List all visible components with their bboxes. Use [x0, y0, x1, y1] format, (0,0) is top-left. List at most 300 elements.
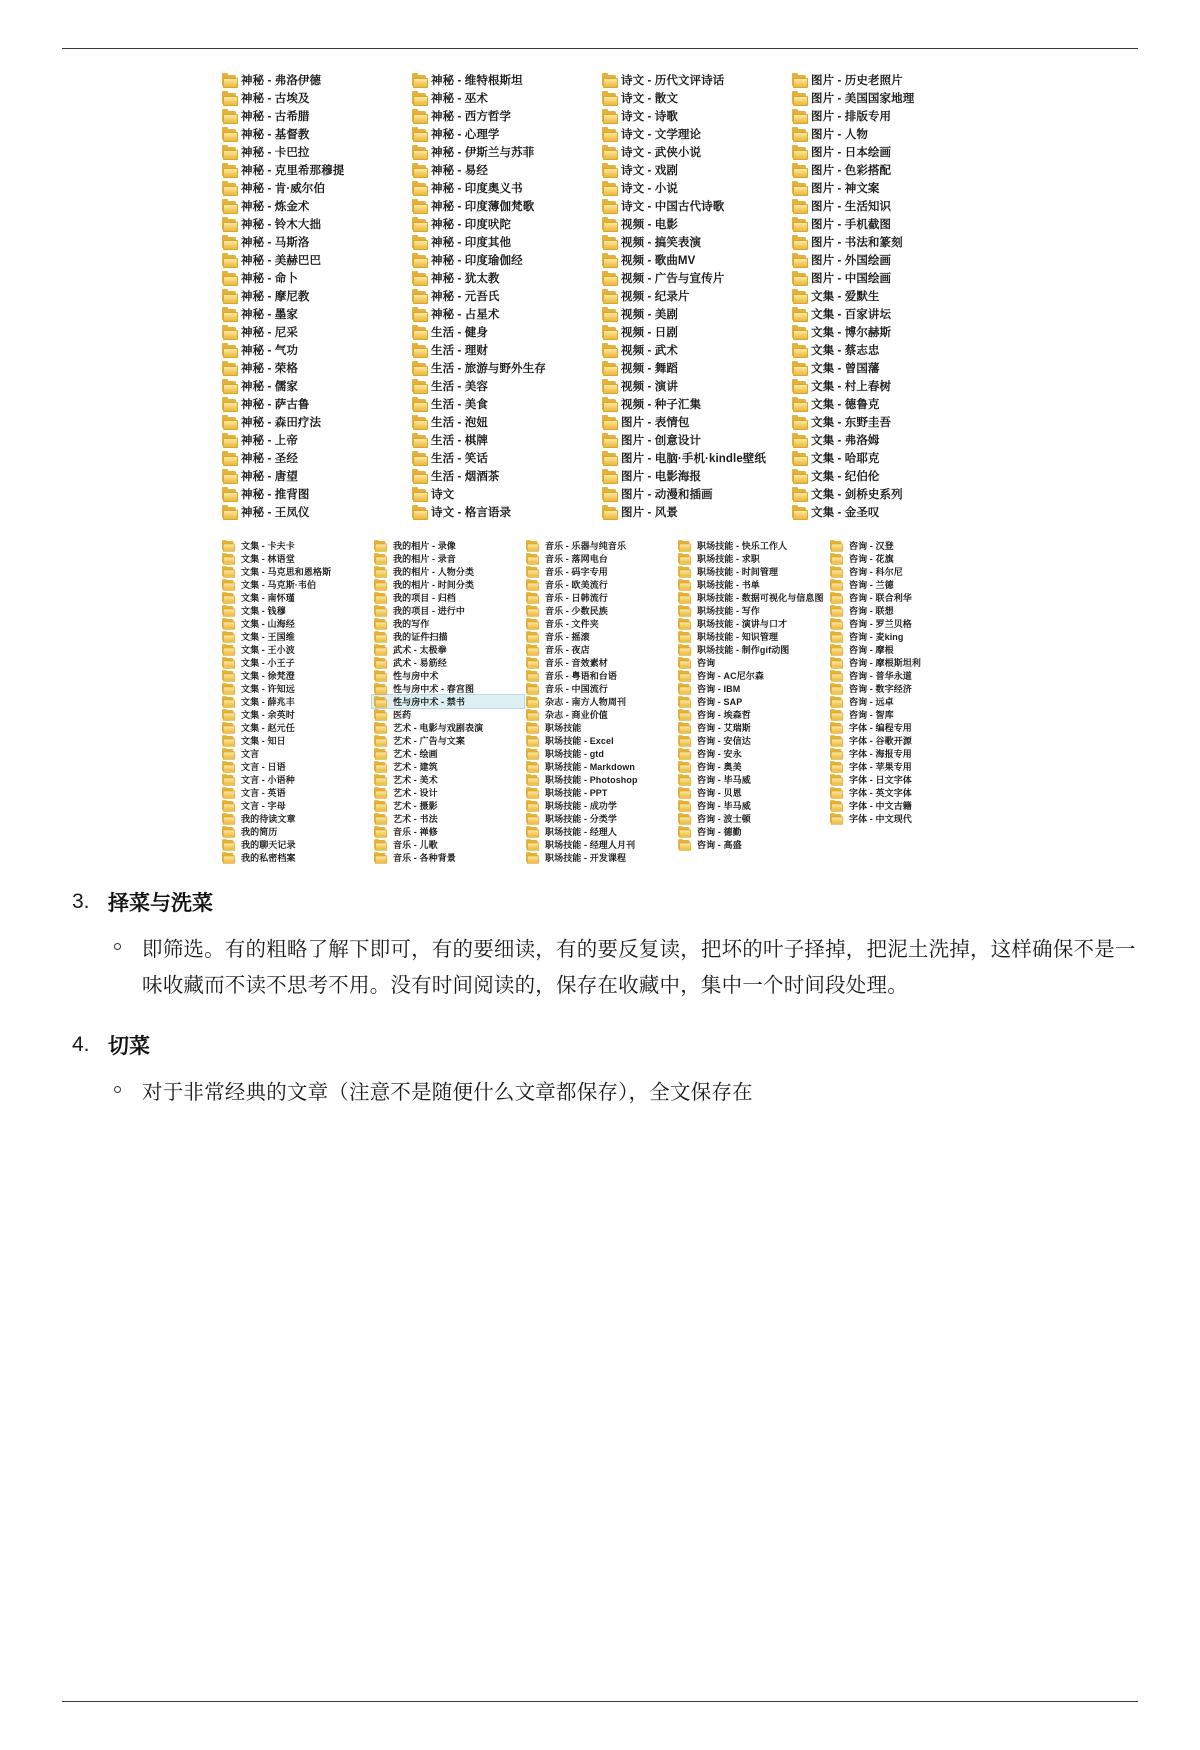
folder-item[interactable] — [220, 71, 410, 89]
folder-label: 生活 - 美容 — [431, 381, 488, 393]
folder-item[interactable] — [828, 565, 980, 578]
folder-icon — [222, 489, 236, 500]
folder-item[interactable] — [790, 377, 980, 395]
folder-item[interactable] — [676, 799, 828, 812]
folder-label: 音乐 - 少数民族 — [545, 606, 608, 616]
folder-icon — [222, 788, 233, 797]
folder-item[interactable] — [410, 215, 600, 233]
folder-item[interactable] — [524, 656, 676, 669]
folder-item[interactable] — [676, 578, 828, 591]
folder-item[interactable] — [676, 734, 828, 747]
folder-item[interactable] — [524, 604, 676, 617]
folder-item[interactable] — [410, 341, 600, 359]
folder-item[interactable] — [220, 591, 372, 604]
folder-item[interactable] — [220, 578, 372, 591]
folder-label: 职场技能 - PPT — [545, 788, 608, 798]
folder-icon — [222, 853, 233, 862]
folder-item[interactable] — [676, 591, 828, 604]
folder-item[interactable] — [524, 539, 676, 552]
folder-icon — [830, 736, 841, 745]
folder-group-lower — [220, 539, 980, 864]
folder-label: 神秘 - 犹太教 — [431, 273, 500, 285]
folder-item[interactable] — [828, 773, 980, 786]
folder-icon — [526, 606, 537, 615]
folder-item[interactable] — [372, 799, 524, 812]
folder-label: 文集 - 剑桥史系列 — [811, 489, 903, 501]
folder-item[interactable] — [372, 656, 524, 669]
folder-item[interactable] — [790, 233, 980, 251]
folder-item[interactable] — [220, 413, 410, 431]
folder-item[interactable] — [410, 359, 600, 377]
folder-item[interactable] — [790, 125, 980, 143]
folder-item[interactable] — [220, 799, 372, 812]
folder-icon — [678, 840, 689, 849]
folder-item[interactable] — [220, 682, 372, 695]
folder-item[interactable] — [524, 617, 676, 630]
folder-item[interactable] — [790, 413, 980, 431]
folder-item[interactable] — [524, 643, 676, 656]
folder-item[interactable] — [524, 773, 676, 786]
folder-item[interactable] — [220, 838, 372, 851]
folder-item[interactable] — [790, 251, 980, 269]
folder-item[interactable] — [220, 656, 372, 669]
folder-label: 文集 - 知日 — [241, 736, 286, 746]
folder-item[interactable] — [676, 773, 828, 786]
folder-item[interactable] — [676, 669, 828, 682]
folder-item[interactable] — [220, 503, 410, 521]
folder-item[interactable] — [524, 708, 676, 721]
folder-icon — [830, 684, 841, 693]
folder-item[interactable] — [790, 107, 980, 125]
folder-label: 武术 - 易筋经 — [393, 658, 447, 668]
folder-item[interactable] — [676, 552, 828, 565]
folder-icon — [412, 507, 426, 518]
folder-item[interactable] — [790, 161, 980, 179]
folder-item[interactable] — [220, 377, 410, 395]
folder-item[interactable] — [828, 812, 980, 825]
folder-item[interactable] — [410, 197, 600, 215]
folder-item[interactable] — [676, 539, 828, 552]
folder-icon — [222, 736, 233, 745]
folder-item[interactable] — [372, 838, 524, 851]
folder-item[interactable] — [600, 89, 790, 107]
folder-column-4 — [790, 71, 980, 521]
folder-item[interactable] — [828, 760, 980, 773]
folder-item[interactable] — [828, 786, 980, 799]
folder-label: 神秘 - 推背图 — [241, 489, 310, 501]
folder-item[interactable] — [790, 467, 980, 485]
folder-label: 我的相片 - 录音 — [393, 554, 456, 564]
folder-item[interactable] — [600, 215, 790, 233]
folder-item[interactable] — [524, 825, 676, 838]
folder-item[interactable] — [790, 71, 980, 89]
folder-item[interactable] — [220, 215, 410, 233]
folder-item[interactable] — [676, 617, 828, 630]
folder-icon — [412, 345, 426, 356]
folder-item[interactable] — [790, 215, 980, 233]
folder-label: 文集 - 马克斯·韦伯 — [241, 580, 317, 590]
folder-label: 生活 - 健身 — [431, 327, 488, 339]
folder-icon — [526, 710, 537, 719]
folder-item[interactable] — [220, 851, 372, 864]
folder-item[interactable] — [790, 431, 980, 449]
folder-item[interactable] — [524, 630, 676, 643]
folder-item[interactable] — [828, 539, 980, 552]
folder-item[interactable] — [410, 431, 600, 449]
folder-item[interactable] — [220, 604, 372, 617]
folder-item[interactable] — [410, 161, 600, 179]
folder-label: 图片 - 外国绘画 — [811, 255, 892, 267]
folder-item[interactable] — [372, 734, 524, 747]
folder-item[interactable] — [600, 305, 790, 323]
folder-item[interactable] — [220, 395, 410, 413]
folder-label: 生活 - 棋牌 — [431, 435, 488, 447]
folder-icon — [374, 840, 385, 849]
folder-item[interactable] — [676, 604, 828, 617]
folder-icon — [792, 327, 806, 338]
folder-item[interactable] — [600, 125, 790, 143]
folder-item[interactable] — [676, 565, 828, 578]
folder-item[interactable] — [372, 825, 524, 838]
folder-item[interactable] — [600, 179, 790, 197]
folder-item[interactable] — [372, 721, 524, 734]
folder-label: 杂志 - 商业价值 — [545, 710, 608, 720]
folder-label: 医药 — [393, 710, 412, 720]
folder-item[interactable] — [220, 305, 410, 323]
folder-item[interactable] — [828, 747, 980, 760]
folder-item[interactable] — [410, 269, 600, 287]
folder-item[interactable] — [790, 269, 980, 287]
folder-item[interactable] — [828, 578, 980, 591]
folder-label: 职场技能 — [545, 723, 582, 733]
folder-label: 职场技能 - 经理人月刊 — [545, 840, 636, 850]
folder-label: 职场技能 - 写作 — [697, 606, 760, 616]
folder-item[interactable] — [790, 287, 980, 305]
folder-item[interactable] — [220, 760, 372, 773]
folder-icon — [412, 237, 426, 248]
folder-item[interactable] — [676, 747, 828, 760]
folder-item[interactable] — [410, 485, 600, 503]
folder-item[interactable] — [790, 341, 980, 359]
folder-item[interactable] — [220, 269, 410, 287]
folder-label: 图片 - 日本绘画 — [811, 147, 892, 159]
folder-item[interactable] — [220, 812, 372, 825]
folder-item[interactable] — [220, 431, 410, 449]
folder-item[interactable] — [372, 617, 524, 630]
folder-item[interactable] — [790, 179, 980, 197]
folder-item[interactable] — [600, 467, 790, 485]
folder-item[interactable] — [600, 269, 790, 287]
folder-item[interactable] — [410, 71, 600, 89]
sub-list — [108, 1075, 1138, 1110]
folder-item[interactable] — [524, 851, 676, 864]
folder-icon — [792, 219, 806, 230]
folder-label: 职场技能 - 演讲与口才 — [697, 619, 788, 629]
folder-item[interactable] — [828, 591, 980, 604]
folder-label: 神秘 - 王凤仪 — [241, 507, 310, 519]
folder-label: 文集 - 山海经 — [241, 619, 295, 629]
folder-icon — [792, 435, 806, 446]
folder-item[interactable] — [828, 617, 980, 630]
folder-item[interactable] — [372, 747, 524, 760]
folder-item[interactable] — [220, 125, 410, 143]
folder-item[interactable] — [372, 565, 524, 578]
folder-item[interactable] — [524, 578, 676, 591]
folder-label: 音乐 - 粤语和台语 — [545, 671, 617, 681]
folder-item[interactable] — [676, 630, 828, 643]
folder-icon — [602, 435, 616, 446]
folder-icon — [222, 435, 236, 446]
folder-item[interactable] — [410, 449, 600, 467]
folder-item[interactable] — [372, 578, 524, 591]
folder-item[interactable] — [410, 503, 600, 521]
folder-item[interactable] — [524, 747, 676, 760]
folder-item[interactable] — [676, 838, 828, 851]
folder-item[interactable] — [410, 107, 600, 125]
folder-item[interactable] — [220, 287, 410, 305]
folder-item[interactable] — [372, 604, 524, 617]
folder-label: 神秘 - 美赫巴巴 — [241, 255, 322, 267]
folder-item[interactable] — [220, 565, 372, 578]
folder-item[interactable] — [372, 851, 524, 864]
folder-item[interactable] — [790, 197, 980, 215]
folder-item[interactable] — [220, 143, 410, 161]
folder-item[interactable] — [676, 656, 828, 669]
folder-label: 文集 - 村上春树 — [811, 381, 892, 393]
folder-item[interactable] — [220, 786, 372, 799]
folder-item[interactable] — [372, 552, 524, 565]
folder-item[interactable] — [600, 503, 790, 521]
folder-item[interactable] — [600, 197, 790, 215]
folder-item[interactable] — [410, 395, 600, 413]
folder-item[interactable] — [676, 812, 828, 825]
folder-item[interactable] — [676, 682, 828, 695]
folder-item[interactable] — [790, 305, 980, 323]
folder-item[interactable] — [676, 708, 828, 721]
folder-icon — [222, 723, 233, 732]
folder-item[interactable] — [790, 323, 980, 341]
folder-item[interactable] — [828, 604, 980, 617]
folder-item[interactable] — [410, 287, 600, 305]
folder-item[interactable] — [600, 359, 790, 377]
folder-label: 生活 - 烟酒茶 — [431, 471, 500, 483]
folder-item[interactable] — [676, 695, 828, 708]
folder-column-5 — [220, 539, 372, 864]
folder-item[interactable] — [600, 395, 790, 413]
folder-item[interactable] — [676, 825, 828, 838]
folder-item[interactable] — [410, 125, 600, 143]
folder-item[interactable] — [790, 395, 980, 413]
folder-item[interactable] — [600, 161, 790, 179]
folder-item[interactable] — [676, 643, 828, 656]
folder-label: 咨询 - 摩根斯坦利 — [849, 658, 921, 668]
folder-item[interactable] — [600, 449, 790, 467]
folder-item[interactable] — [220, 323, 410, 341]
folder-label: 文集 - 王国维 — [241, 632, 295, 642]
folder-item[interactable] — [220, 485, 410, 503]
folder-item[interactable] — [220, 552, 372, 565]
folder-icon — [222, 471, 236, 482]
hollow-bullet-icon — [114, 943, 121, 950]
folder-item[interactable] — [372, 760, 524, 773]
folder-item[interactable] — [372, 630, 524, 643]
folder-item[interactable] — [372, 708, 524, 721]
folder-icon — [222, 93, 236, 104]
folder-item[interactable] — [220, 251, 410, 269]
folder-icon — [222, 363, 236, 374]
folder-item[interactable] — [220, 449, 410, 467]
folder-item[interactable] — [524, 682, 676, 695]
folder-item-selected[interactable] — [372, 695, 524, 708]
folder-item[interactable] — [790, 485, 980, 503]
folder-item[interactable] — [600, 251, 790, 269]
folder-item[interactable] — [410, 305, 600, 323]
folder-item[interactable] — [220, 233, 410, 251]
folder-item[interactable] — [524, 695, 676, 708]
folder-item[interactable] — [676, 721, 828, 734]
folder-item[interactable] — [828, 682, 980, 695]
folder-item[interactable] — [220, 708, 372, 721]
folder-item[interactable] — [600, 413, 790, 431]
folder-item[interactable] — [410, 467, 600, 485]
folder-item[interactable] — [220, 539, 372, 552]
folder-item[interactable] — [676, 786, 828, 799]
folder-item[interactable] — [524, 760, 676, 773]
folder-label: 字体 - 苹果专用 — [849, 762, 912, 772]
folder-item[interactable] — [790, 143, 980, 161]
folder-item[interactable] — [220, 107, 410, 125]
folder-item[interactable] — [220, 825, 372, 838]
folder-item[interactable] — [220, 734, 372, 747]
folder-item[interactable] — [220, 643, 372, 656]
folder-item[interactable] — [220, 630, 372, 643]
folder-item[interactable] — [372, 773, 524, 786]
folder-item[interactable] — [220, 721, 372, 734]
folder-item[interactable] — [372, 682, 524, 695]
folder-item[interactable] — [410, 179, 600, 197]
folder-item[interactable] — [220, 617, 372, 630]
folder-item[interactable] — [410, 233, 600, 251]
folder-item[interactable] — [372, 786, 524, 799]
folder-item[interactable] — [828, 669, 980, 682]
folder-label: 音乐 - 码字专用 — [545, 567, 608, 577]
folder-item[interactable] — [524, 552, 676, 565]
folder-item[interactable] — [410, 89, 600, 107]
folder-label: 职场技能 - 时间管理 — [697, 567, 779, 577]
folder-label: 文集 - 许知远 — [241, 684, 295, 694]
folder-icon — [602, 75, 616, 86]
folder-icon — [792, 255, 806, 266]
folder-item[interactable] — [600, 143, 790, 161]
folder-item[interactable] — [828, 695, 980, 708]
folder-item[interactable] — [600, 323, 790, 341]
folder-item[interactable] — [790, 89, 980, 107]
folder-icon — [602, 201, 616, 212]
folder-item[interactable] — [600, 485, 790, 503]
folder-label: 我的待读文章 — [241, 814, 296, 824]
folder-item[interactable] — [220, 89, 410, 107]
folder-item[interactable] — [828, 656, 980, 669]
folder-label: 文集 - 弗洛姆 — [811, 435, 880, 447]
folder-icon — [374, 762, 385, 771]
folder-icon — [222, 567, 233, 576]
folder-item[interactable] — [372, 669, 524, 682]
folder-item[interactable] — [220, 467, 410, 485]
folder-item[interactable] — [220, 747, 372, 760]
folder-icon — [222, 507, 236, 518]
folder-icon — [602, 93, 616, 104]
folder-icon — [602, 237, 616, 248]
folder-item[interactable] — [372, 643, 524, 656]
folder-label: 职场技能 - 求职 — [697, 554, 760, 564]
folder-icon — [222, 554, 233, 563]
folder-item[interactable] — [220, 669, 372, 682]
folder-item[interactable] — [524, 721, 676, 734]
folder-item[interactable] — [524, 838, 676, 851]
folder-item[interactable] — [600, 233, 790, 251]
folder-item[interactable] — [220, 341, 410, 359]
folder-item[interactable] — [790, 359, 980, 377]
folder-item[interactable] — [410, 413, 600, 431]
folder-item[interactable] — [828, 552, 980, 565]
folder-item[interactable] — [828, 734, 980, 747]
folder-item[interactable] — [676, 760, 828, 773]
folder-item[interactable] — [410, 323, 600, 341]
folder-item[interactable] — [410, 377, 600, 395]
folder-item[interactable] — [220, 773, 372, 786]
folder-label: 文集 - 王小波 — [241, 645, 295, 655]
folder-item[interactable] — [410, 143, 600, 161]
folder-item[interactable] — [828, 721, 980, 734]
folder-item[interactable] — [828, 708, 980, 721]
folder-icon — [792, 381, 806, 392]
folder-item[interactable] — [828, 643, 980, 656]
folder-item[interactable] — [790, 503, 980, 521]
folder-item[interactable] — [524, 786, 676, 799]
folder-item[interactable] — [600, 287, 790, 305]
folder-item[interactable] — [524, 812, 676, 825]
folder-item[interactable] — [524, 799, 676, 812]
folder-label: 诗文 — [431, 489, 455, 501]
folder-item[interactable] — [410, 251, 600, 269]
folder-icon — [526, 775, 537, 784]
folder-item[interactable] — [372, 539, 524, 552]
folder-item[interactable] — [600, 71, 790, 89]
folder-item[interactable] — [600, 431, 790, 449]
folder-item[interactable] — [524, 669, 676, 682]
folder-item[interactable] — [220, 179, 410, 197]
folder-item[interactable] — [372, 812, 524, 825]
folder-item[interactable] — [600, 341, 790, 359]
folder-icon — [830, 632, 841, 641]
folder-item[interactable] — [600, 107, 790, 125]
folder-item[interactable] — [524, 565, 676, 578]
folder-item[interactable] — [220, 161, 410, 179]
folder-item[interactable] — [220, 695, 372, 708]
folder-item[interactable] — [790, 449, 980, 467]
folder-icon — [526, 671, 537, 680]
folder-item[interactable] — [524, 734, 676, 747]
folder-item[interactable] — [524, 591, 676, 604]
folder-item[interactable] — [220, 197, 410, 215]
folder-icon — [222, 801, 233, 810]
folder-item[interactable] — [828, 799, 980, 812]
folder-item[interactable] — [600, 377, 790, 395]
folder-item[interactable] — [220, 359, 410, 377]
folder-label: 神秘 - 印度吠陀 — [431, 219, 512, 231]
folder-item[interactable] — [372, 591, 524, 604]
folder-item[interactable] — [828, 630, 980, 643]
